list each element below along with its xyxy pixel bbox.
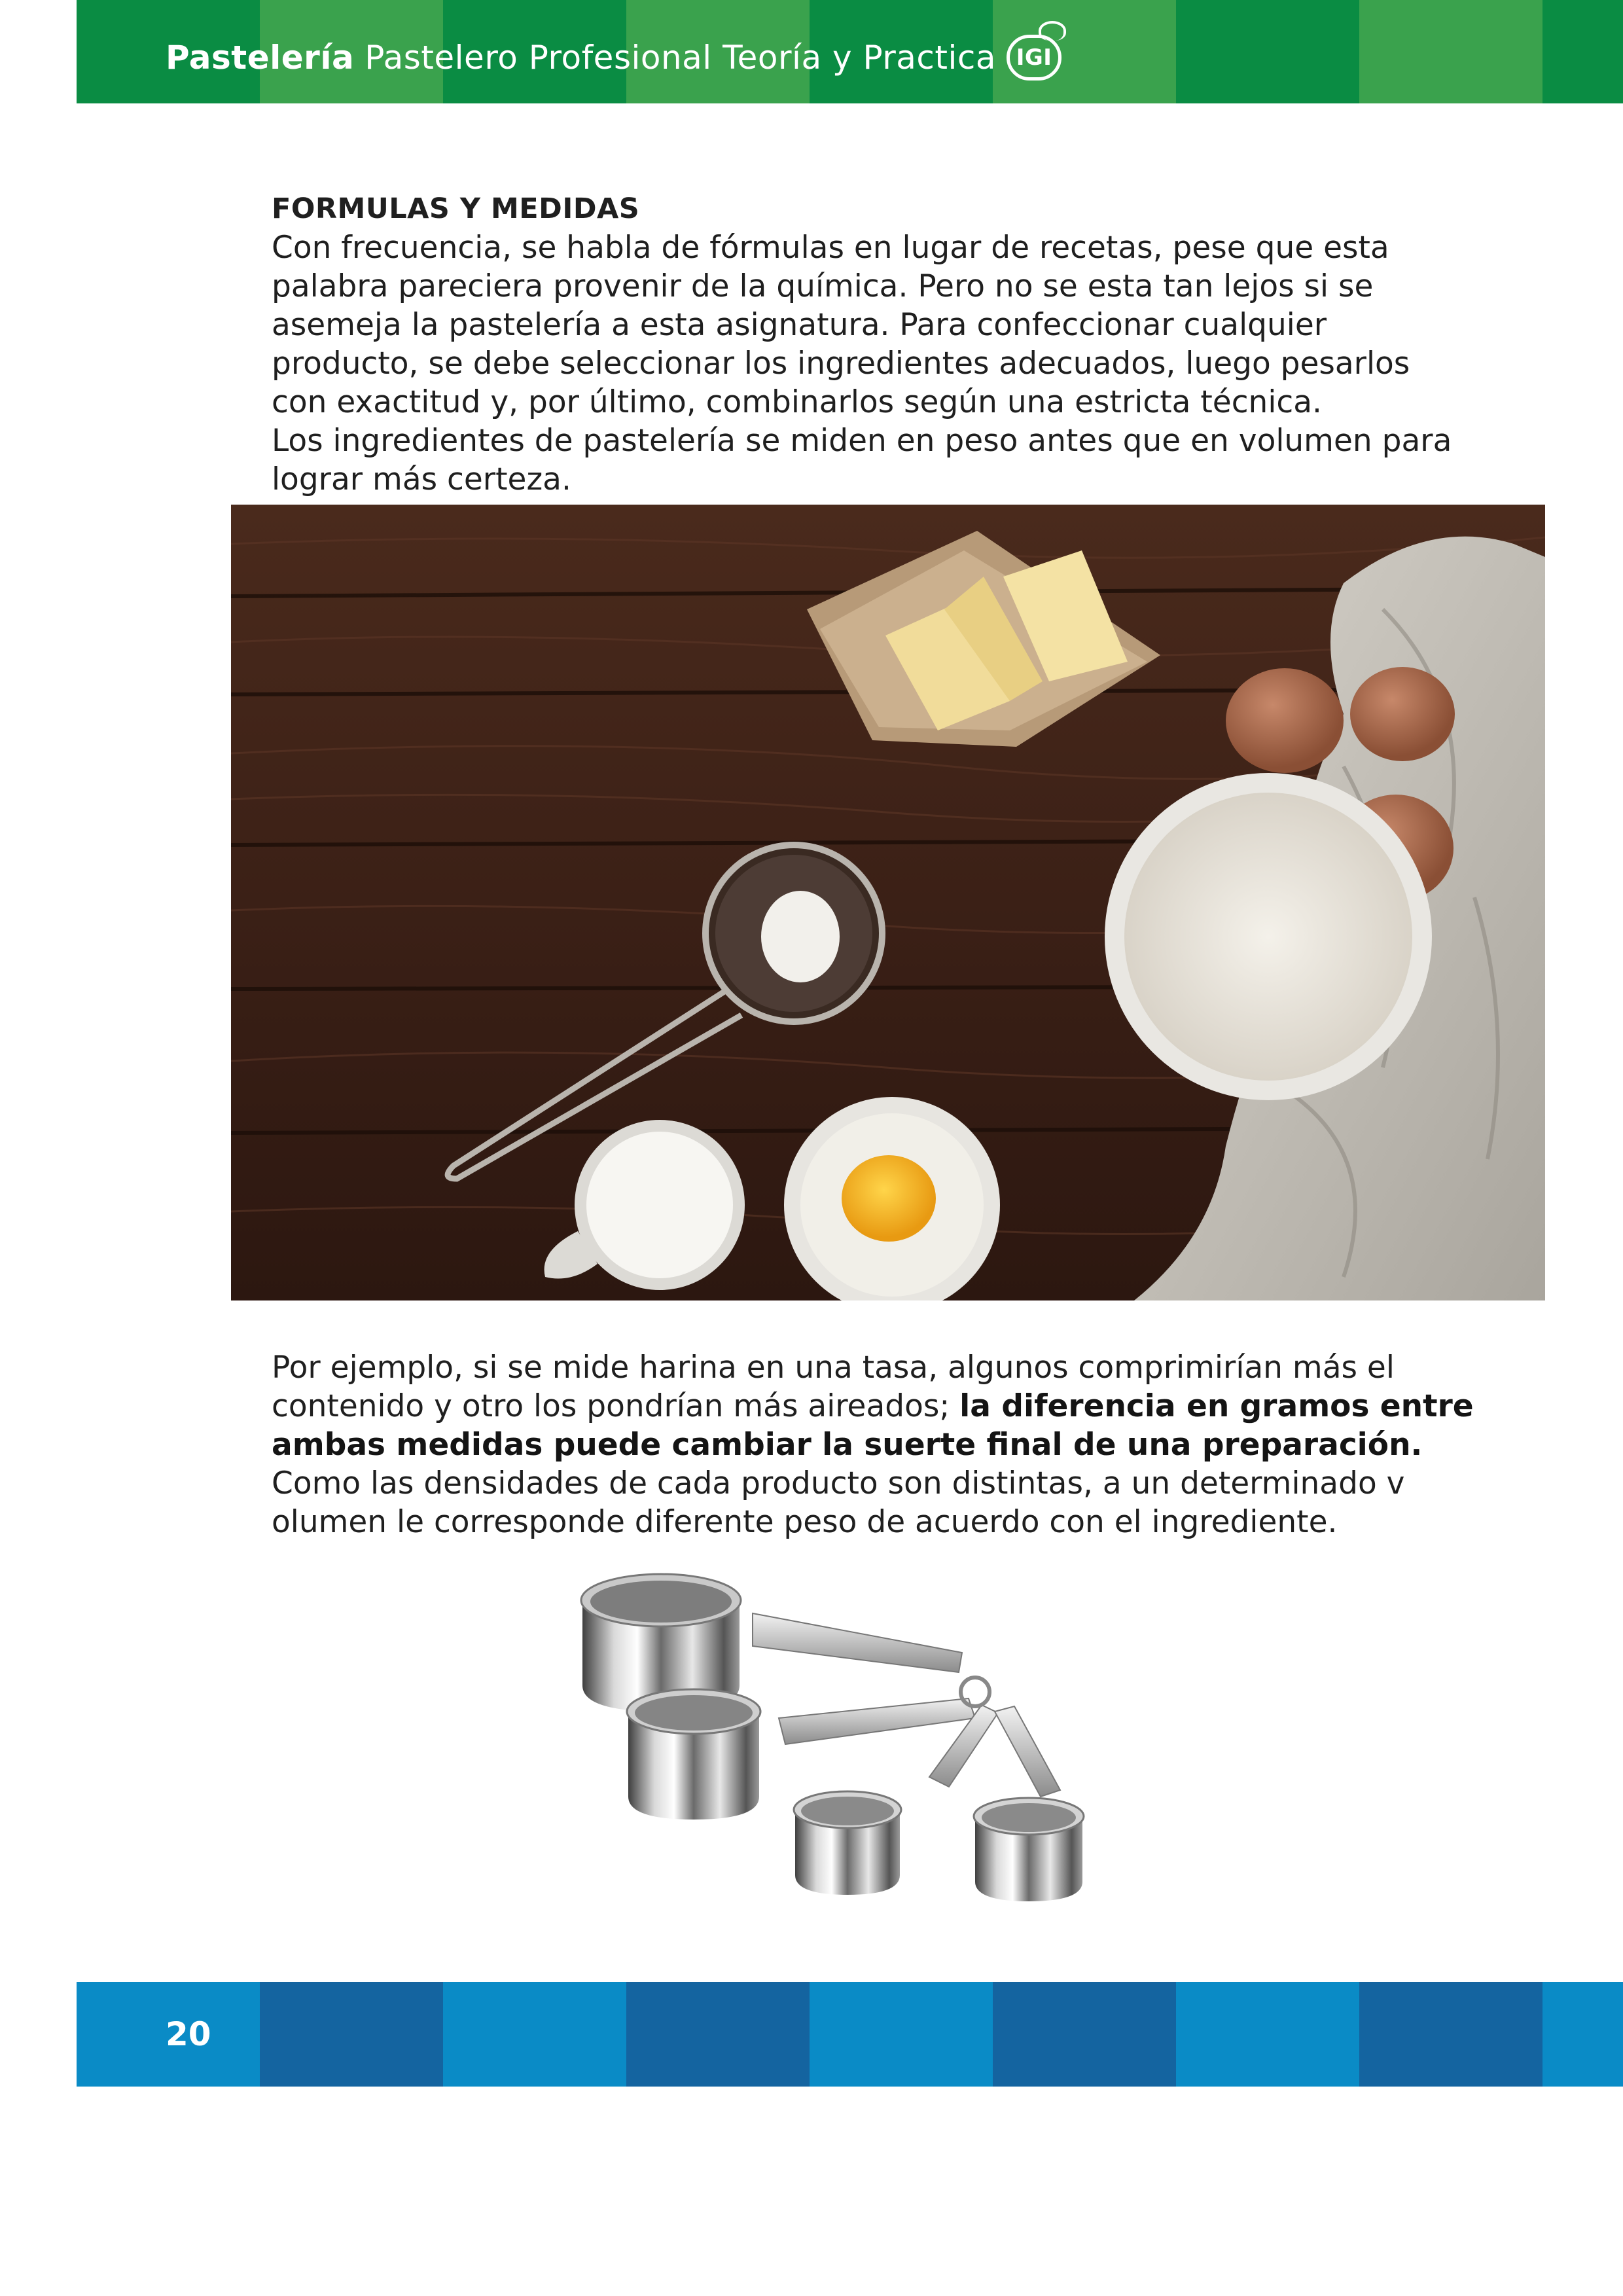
body-line: Por ejemplo, si se mide harina en una tasa, algunos comprimirían más el — [272, 1350, 1395, 1386]
header-segment — [1176, 0, 1359, 103]
body-line: lograr más certeza. — [272, 461, 571, 497]
footer-segment — [260, 1982, 443, 2087]
body-line: Los ingredientes de pastelería se miden en peso antes que en volumen para — [272, 423, 1452, 459]
body-line: Con frecuencia, se habla de fórmulas en lugar de recetas, pese que esta — [272, 230, 1389, 266]
footer-segment — [443, 1982, 626, 2087]
footer-segment — [1543, 1982, 1623, 2087]
header-title: Pastelero Profesional Teoría y Practica — [365, 39, 997, 77]
footer-segment — [993, 1982, 1176, 2087]
footer-segment — [810, 1982, 993, 2087]
body-line: Como las densidades de cada producto son distintas, a un determinado v — [272, 1465, 1405, 1501]
section-heading: FORMULAS Y MEDIDAS — [272, 192, 640, 225]
page-number: 20 — [166, 2015, 211, 2053]
header-brand: Pastelería — [166, 39, 355, 77]
footer-segment — [1359, 1982, 1543, 2087]
body-line: con exactitud y, por último, combinarlos según una estricta técnica. — [272, 384, 1322, 420]
body-line: olumen le corresponde diferente peso de acuerdo con el ingrediente. — [272, 1504, 1338, 1540]
body-line: asemeja la pastelería a esta asignatura. Para confeccionar cualquier — [272, 307, 1327, 343]
running-header — [166, 31, 1061, 84]
body-line: producto, se debe seleccionar los ingredientes adecuados, luego pesarlos — [272, 346, 1410, 382]
header-segment — [1359, 0, 1543, 103]
footer-segment — [626, 1982, 810, 2087]
body-line — [272, 1387, 1515, 1426]
logo-text: IGI — [1016, 45, 1052, 71]
measuring-cups-photo — [563, 1561, 1139, 1928]
emphasis-text: la diferencia en gramos entre — [959, 1388, 1474, 1424]
body-text: contenido y otro los pondrían más aireados; — [272, 1388, 960, 1424]
emphasis-line: ambas medidas puede cambiar la suerte final de una preparación. — [272, 1427, 1423, 1463]
section-intro — [272, 190, 1515, 499]
header-segment — [1543, 0, 1623, 103]
chef-hat-icon — [1039, 21, 1066, 41]
baking-ingredients-photo — [231, 505, 1545, 1300]
igi-logo — [1007, 35, 1061, 81]
footer-segment — [1176, 1982, 1359, 2087]
body-line: palabra pareciera provenir de la química. Pero no se esta tan lejos si se — [272, 268, 1374, 304]
section-example — [272, 1348, 1515, 1541]
footer-band — [77, 1982, 1623, 2087]
